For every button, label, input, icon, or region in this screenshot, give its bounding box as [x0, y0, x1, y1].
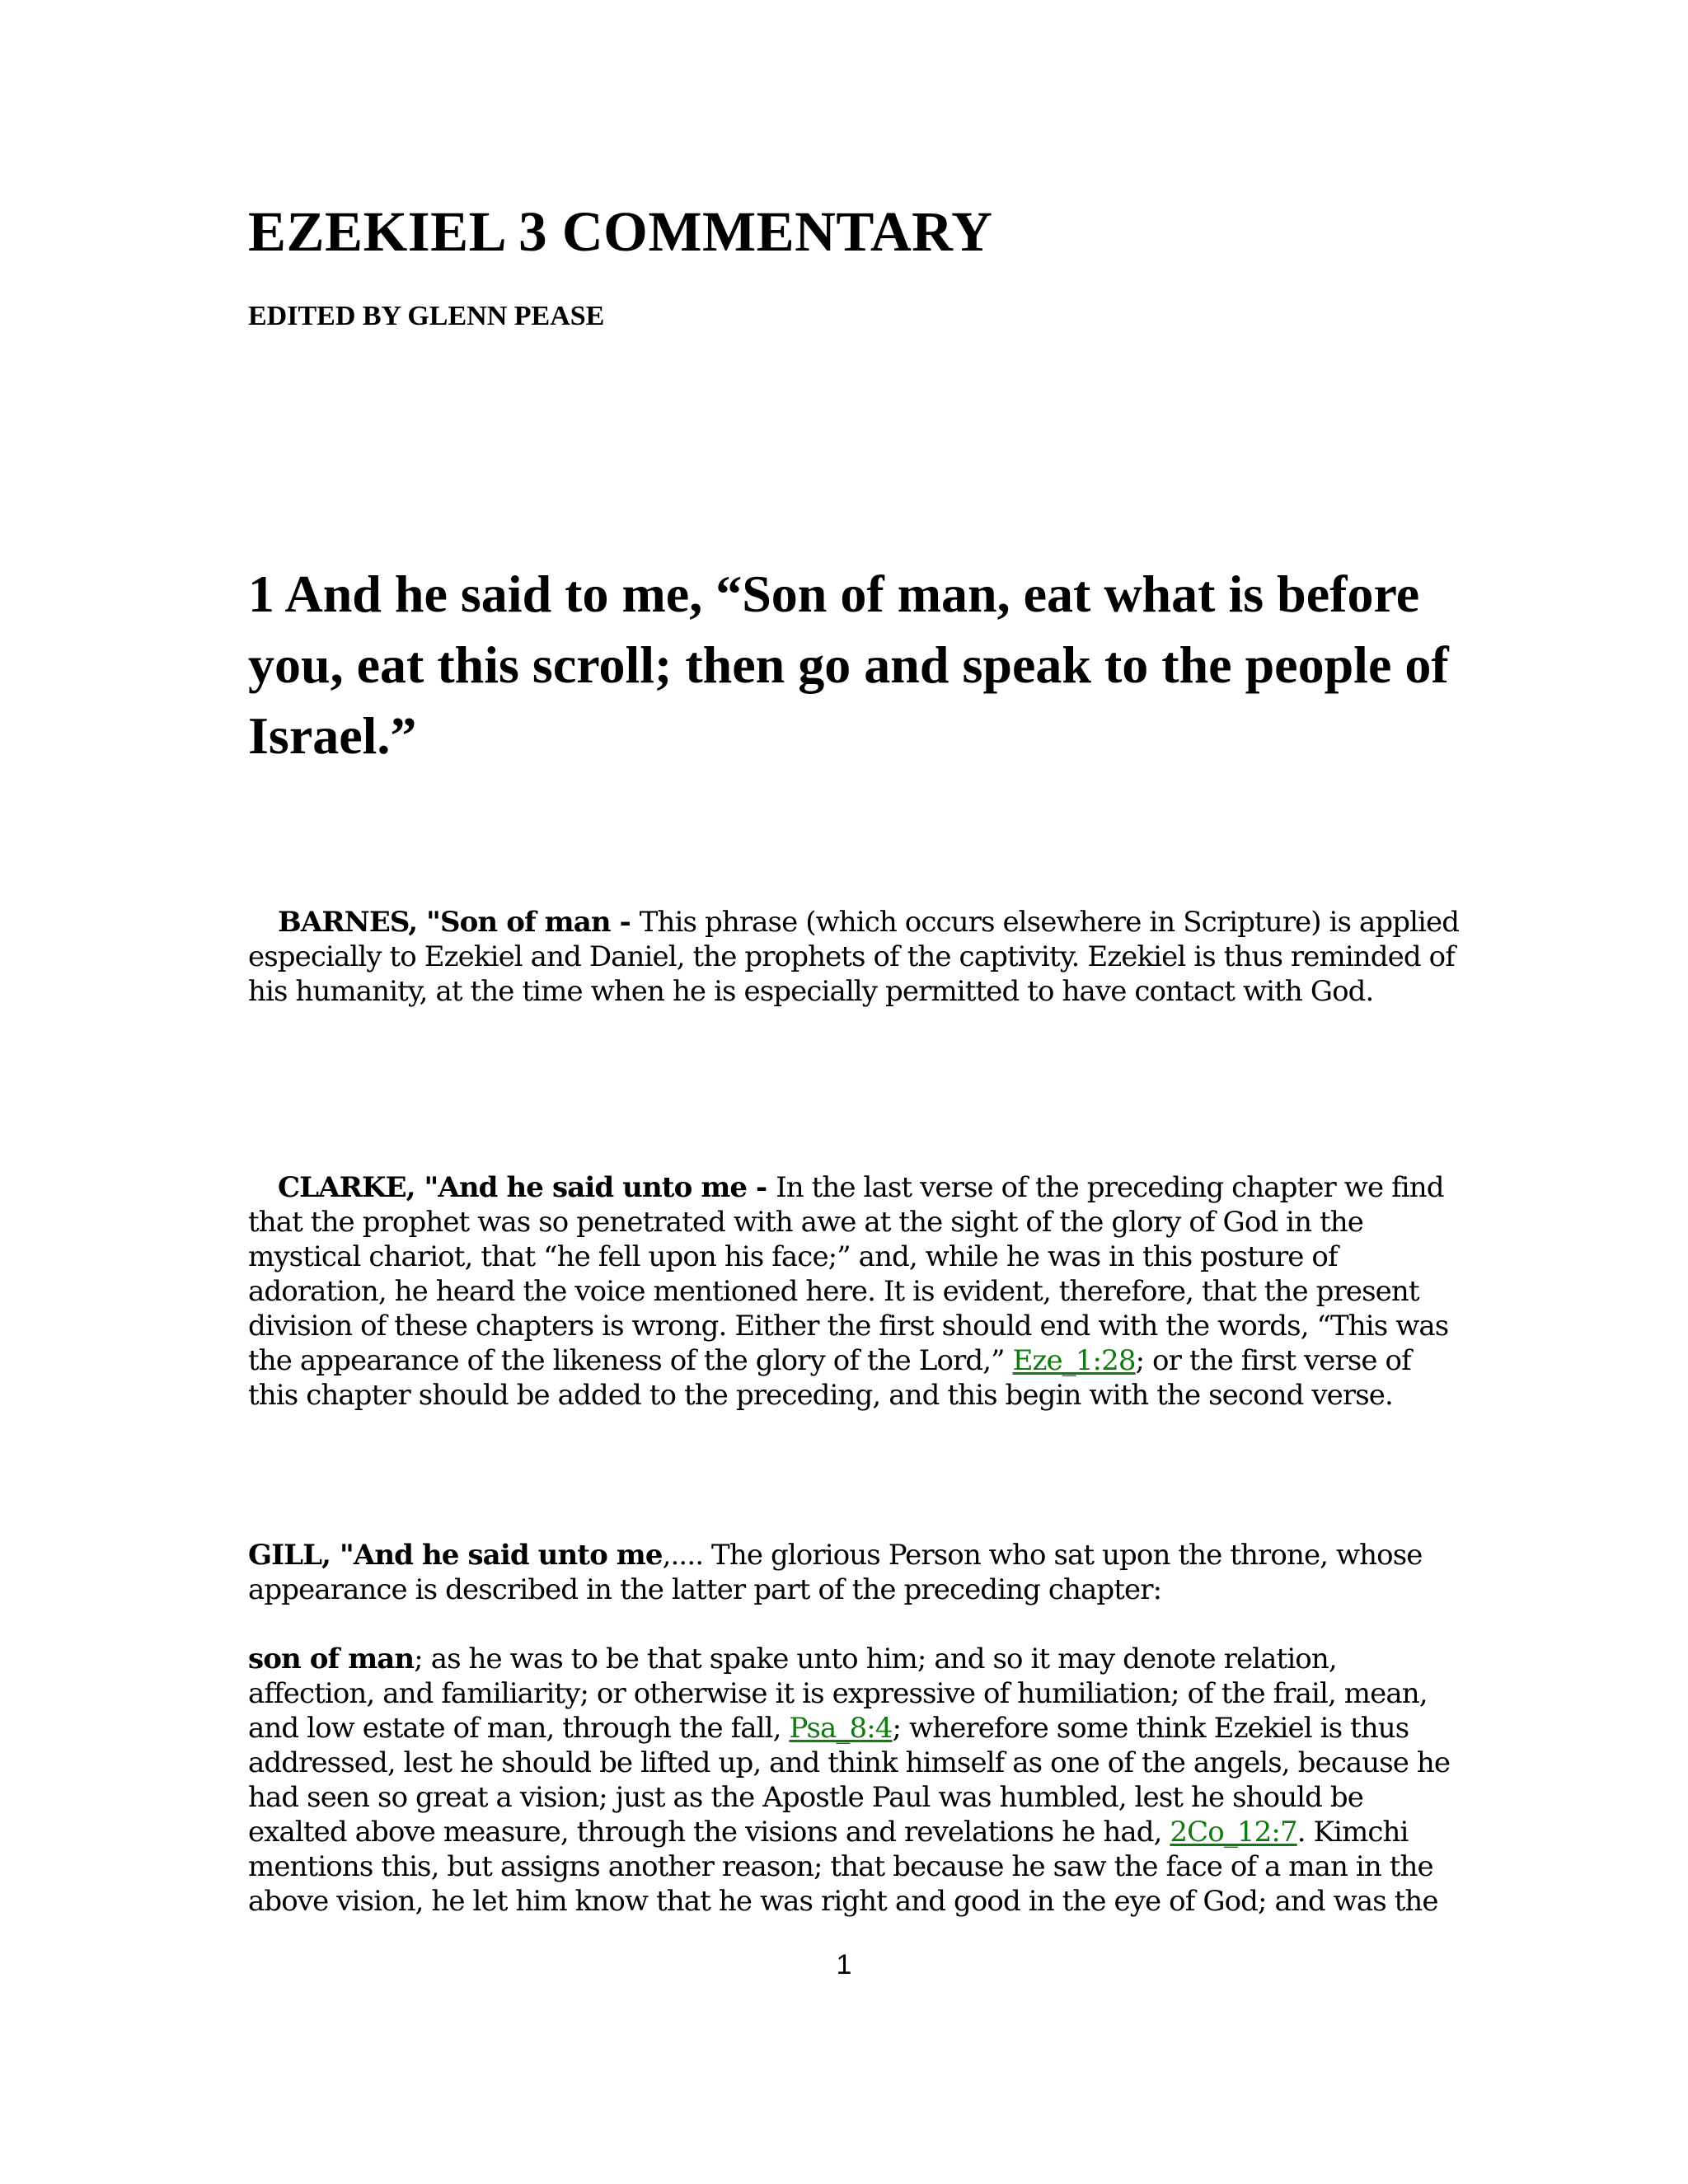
scripture-link-psa-8-4[interactable]: Psa_8:4 — [789, 1712, 893, 1745]
verse-heading: 1 And he said to me, “Son of man, eat what is before you, eat this scroll; then go and speak to the people of Israel.” — [248, 565, 1449, 765]
editor-line: EDITED BY GLENN PEASE — [248, 301, 605, 331]
gill-source: GILL, " — [248, 1539, 354, 1572]
scripture-link-eze-1-28[interactable]: Eze_1:28 — [1012, 1344, 1136, 1377]
barnes-source: BARNES, " — [278, 906, 440, 939]
gill-commentary-son-of-man — [248, 1642, 1460, 1919]
gill-lemma-son-of-man: son of man — [248, 1643, 415, 1675]
barnes-commentary — [248, 905, 1460, 1009]
gill-body-part-c: . Kimchi mentions this, but assigns another reason; that because he saw the face of a man in the above vision, he let him know that he was right and good in the eye of God; and was the — [248, 1816, 1438, 1918]
gill-commentary-intro — [248, 1538, 1460, 1607]
barnes-body: This phrase (which occurs elsewhere in Scripture) is applied especially to Ezekiel and Daniel, the prophets of the captivity. Ezekiel is thus reminded of his humanity, at the time when he is especially permitted to have contact with God. — [248, 906, 1460, 1008]
barnes-lemma: Son of man - — [440, 906, 640, 939]
clarke-body-part-1: In the last verse of the preceding chapter we find that the prophet was so penetrated with awe at the sight of the glory of God in the mystical chariot, that “he fell upon his face;” and, while he was in this posture of adoration, he heard the voice mentioned here. It is evident, therefore, that the present division of these chapters is wrong. Either the first should end with the words, “This was the appearance of the likeness of the glory of the Lord,” — [248, 1171, 1449, 1377]
gill-lemma: And he said unto me — [353, 1539, 663, 1572]
clarke-source: CLARKE, " — [278, 1171, 438, 1204]
clarke-lemma: And he said unto me - — [438, 1171, 776, 1204]
clarke-body-part-2: ; or the first verse of this chapter should be added to the preceding, and this begin with the second verse. — [248, 1344, 1411, 1412]
gill-body-part-b: ; wherefore some think Ezekiel is thus addressed, lest he should be lifted up, and think himself as one of the angels, because he had seen so great a vision; just as the Apostle Paul was humbled, lest he should be exalted above measure, through the visions and revelations he had, — [248, 1712, 1451, 1849]
gill-body-part-a: ; as he was to be that spake unto him; and so it may denote relation, affection, and familiarity; or otherwise it is expressive of humiliation; of the frail, mean, and low estate of man, through the fall, — [248, 1643, 1428, 1745]
gill-body: ,.... The glorious Person who sat upon the throne, whose appearance is described in the latter part of the preceding chapter: — [248, 1539, 1423, 1606]
scripture-link-2co-12-7[interactable]: 2Co_12:7 — [1170, 1816, 1297, 1849]
document-title: EZEKIEL 3 COMMENTARY — [248, 200, 993, 263]
clarke-commentary — [248, 1170, 1460, 1413]
page-number: 1 — [836, 1949, 852, 1980]
